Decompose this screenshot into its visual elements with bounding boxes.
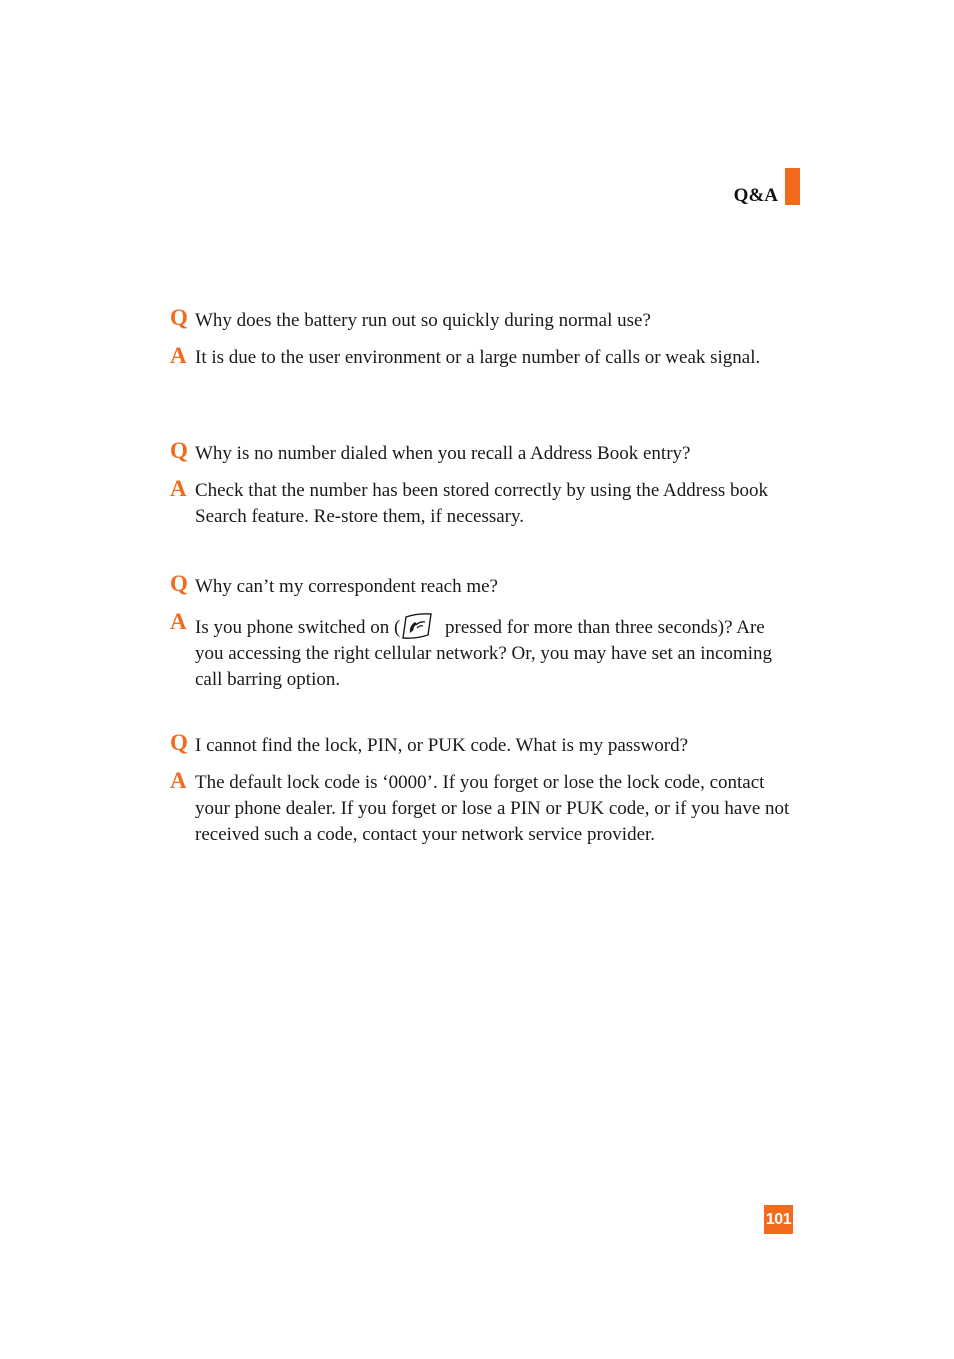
- qa-item: [170, 730, 790, 848]
- question-marker: Q: [170, 438, 188, 463]
- question: [170, 438, 790, 467]
- answer-text-before-icon: Is you phone switched on (: [195, 617, 401, 638]
- page-number: 101: [764, 1205, 793, 1234]
- answer-text: Check that the number has been stored correctly by using the Address book Search feature. Re-store them, if necessary.: [195, 480, 769, 527]
- question-text: Why is no number dialed when you recall a Address Book entry?: [195, 443, 691, 464]
- send-key-icon: [400, 611, 436, 641]
- question-text: Why can’t my correspondent reach me?: [195, 576, 498, 597]
- answer: [170, 345, 790, 371]
- question-marker: Q: [170, 730, 188, 755]
- answer-text: It is due to the user environment or a large number of calls or weak signal.: [195, 347, 761, 368]
- question-text: I cannot find the lock, PIN, or PUK code. What is my password?: [195, 735, 689, 756]
- question-marker: Q: [170, 571, 188, 596]
- qa-item: [170, 571, 790, 693]
- answer: [170, 478, 790, 530]
- question-text: Why does the battery run out so quickly during normal use?: [195, 310, 651, 331]
- answer-marker: A: [170, 609, 187, 634]
- qa-item: [170, 305, 790, 371]
- question: [170, 305, 790, 334]
- answer: [170, 770, 790, 848]
- answer-marker: A: [170, 476, 187, 501]
- answer-text-after-icon: pressed for more than three seconds)? Are you accessing the right cellular network? Or, you may have set an incoming call barring option.: [195, 617, 772, 690]
- question: [170, 730, 790, 759]
- section-title: Q&A: [733, 185, 778, 206]
- question-marker: Q: [170, 305, 188, 330]
- section-header: [700, 168, 800, 208]
- answer-text: The default lock code is ‘0000’. If you forget or lose the lock code, contact your phone dealer. If you forget or lose a PIN or PUK code, or if you have not received such a code, contact your network service provider.: [195, 772, 790, 845]
- answer-marker: A: [170, 768, 187, 793]
- answer-marker: A: [170, 343, 187, 368]
- question: [170, 571, 790, 600]
- section-tab-bar: [785, 168, 800, 205]
- answer: [170, 611, 790, 693]
- qa-item: [170, 438, 790, 530]
